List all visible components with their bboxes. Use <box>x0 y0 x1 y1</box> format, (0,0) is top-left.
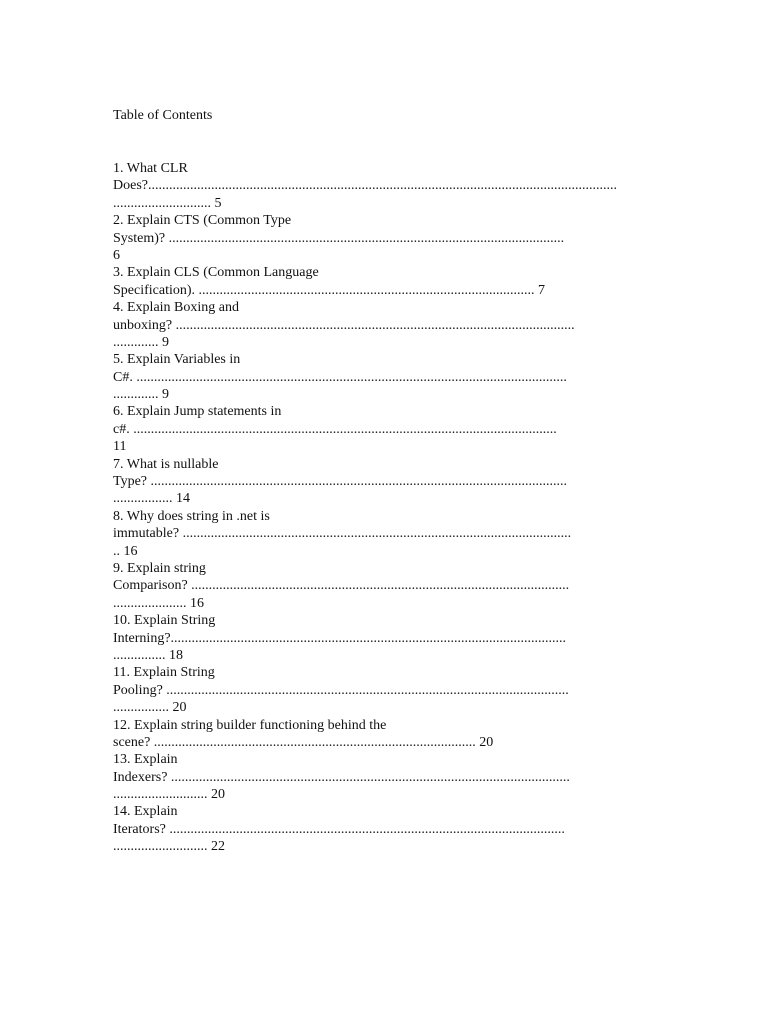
toc-entry-13[interactable] <box>113 751 658 803</box>
toc-entry-line: 11 <box>113 439 127 455</box>
toc-entry-line: Type? ....................................................................................................................... <box>113 474 568 490</box>
toc-entry-7[interactable] <box>113 456 658 508</box>
toc-entry-line: ........................... 22 <box>113 839 225 855</box>
toc-entry-14[interactable] <box>113 803 658 855</box>
toc-entry-line: ..................... 16 <box>113 595 204 611</box>
toc-entry-line: unboxing? .................................................................................................................. <box>113 317 575 333</box>
toc-entry-line: Specification). ................................................................................................ 7 <box>113 282 546 298</box>
toc-entry-line: 6. Explain Jump statements in <box>113 404 282 420</box>
toc-entry-line: Iterators? ................................................................................................................. <box>113 821 565 837</box>
toc-entry-line: Does?...................................................................................................................................... <box>113 178 617 194</box>
toc-entry-line: 6 <box>113 247 120 263</box>
toc-entry-line: ............... 18 <box>113 647 183 663</box>
toc-entry-line: 4. Explain Boxing and <box>113 300 239 316</box>
toc-entry-6[interactable] <box>113 403 658 455</box>
toc-entry-10[interactable] <box>113 612 658 664</box>
toc-entry-line: 1. What CLR <box>113 161 188 176</box>
toc-entry-line: 11. Explain String <box>113 665 215 681</box>
toc-entry-line: System)? ................................................................................................................. <box>113 230 565 246</box>
toc-entry-9[interactable] <box>113 560 658 612</box>
toc-entry-2[interactable] <box>113 212 658 264</box>
toc-entry-line: immutable? ............................................................................................................... <box>113 526 572 542</box>
toc-entry-line: C#. ........................................................................................................................... <box>113 369 567 385</box>
toc-entry-line: .. 16 <box>113 543 138 559</box>
toc-entry-line: 5. Explain Variables in <box>113 352 241 368</box>
toc-entry-line: ................ 20 <box>113 700 187 716</box>
toc-entry-3[interactable] <box>113 264 658 299</box>
toc-entry-line: Indexers? .................................................................................................................. <box>113 769 570 785</box>
toc-entry-line: ............................ 5 <box>113 195 222 211</box>
toc-entry-line: 3. Explain CLS (Common Language <box>113 265 319 281</box>
toc-entry-line: c#. ......................................................................................................................... <box>113 421 557 437</box>
toc-entry-line: ............. 9 <box>113 334 169 350</box>
toc-entry-line: ................. 14 <box>113 491 190 507</box>
toc-entry-line: Comparison? ............................................................................................................ <box>113 578 570 594</box>
toc-entry-line: ........................... 20 <box>113 787 225 803</box>
toc-entry-line: scene? ............................................................................................ 20 <box>113 734 494 750</box>
toc-list <box>113 160 658 856</box>
toc-entry-12[interactable] <box>113 717 658 752</box>
toc-entry-line: 9. Explain string <box>113 560 206 576</box>
toc-entry-11[interactable] <box>113 664 658 716</box>
toc-entry-line: 8. Why does string in .net is <box>113 508 270 524</box>
toc-entry-line: Interning?................................................................................................................. <box>113 630 567 646</box>
toc-entry-line: ............. 9 <box>113 387 169 403</box>
toc-title: Table of Contents <box>113 108 213 123</box>
toc-entry-line: Pooling? ................................................................................................................... <box>113 682 569 698</box>
toc-entry-line: 12. Explain string builder functioning behind the <box>113 717 387 733</box>
toc-entry-8[interactable] <box>113 508 658 560</box>
toc-entry-4[interactable] <box>113 299 658 351</box>
toc-entry-line: 13. Explain <box>113 752 178 768</box>
toc-entry-line: 10. Explain String <box>113 613 216 629</box>
toc-entry-line: 7. What is nullable <box>113 456 219 472</box>
toc-entry-5[interactable] <box>113 351 658 403</box>
toc-entry-1[interactable] <box>113 160 658 212</box>
toc-entry-line: 2. Explain CTS (Common Type <box>113 213 292 229</box>
toc-entry-line: 14. Explain <box>113 804 178 820</box>
